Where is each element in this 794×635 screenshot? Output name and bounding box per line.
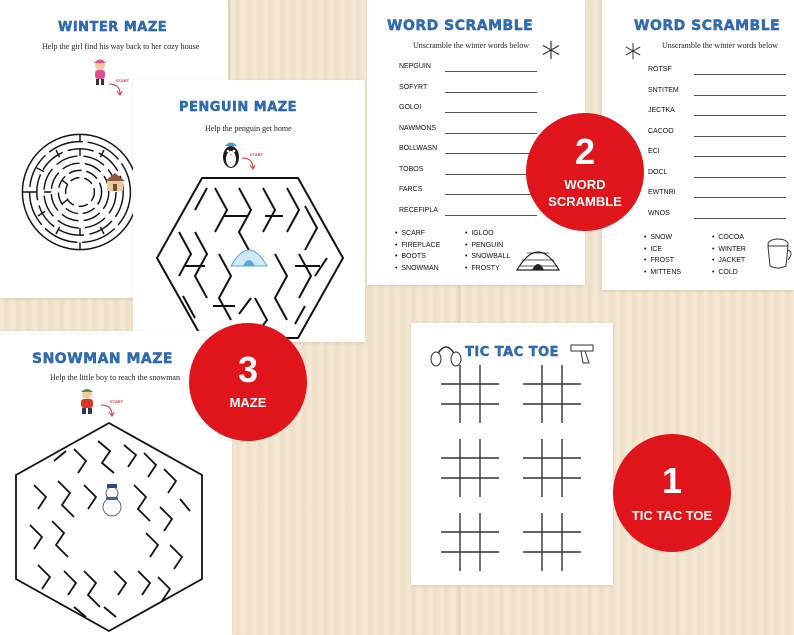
word-bank-item: • JACKET bbox=[712, 257, 746, 264]
answer-line[interactable] bbox=[445, 71, 537, 72]
scramble-word: BOLLWASN bbox=[399, 145, 438, 152]
scramble-word: SNTITEM bbox=[648, 86, 679, 94]
word-bank-1-col1 bbox=[395, 228, 440, 274]
word-bank-item: • SNOWMAN bbox=[395, 264, 439, 272]
word-scramble-1-subtitle: Unscramble the winter words below bbox=[413, 41, 529, 50]
snowman-icon bbox=[100, 483, 124, 517]
answer-line[interactable] bbox=[694, 218, 786, 219]
winter-maze-subtitle: Help the girl find his way back to her cozy house bbox=[42, 42, 200, 51]
scramble-word: SOFYRT bbox=[399, 83, 428, 91]
answer-line[interactable] bbox=[694, 115, 786, 116]
word-bank-2-col2 bbox=[712, 232, 746, 278]
word-bank-item: • BOOTS bbox=[395, 253, 426, 260]
scramble-word: NAWMONS bbox=[399, 124, 437, 132]
scramble-word: FARCS bbox=[399, 186, 423, 193]
answer-line[interactable] bbox=[694, 156, 786, 157]
word-scramble-1-title: WORD SCRAMBLE bbox=[387, 18, 534, 34]
tic-tac-toe-grid[interactable] bbox=[521, 363, 583, 425]
badge-1-number: 1 bbox=[661, 460, 683, 501]
word-bank-item: • FROST bbox=[644, 257, 675, 264]
tic-tac-toe-grid[interactable] bbox=[439, 511, 501, 573]
scramble-word: DOCL bbox=[648, 168, 668, 176]
scramble-word: TOBOS bbox=[399, 165, 424, 173]
boy-icon bbox=[76, 387, 98, 415]
snowflake-icon bbox=[541, 40, 561, 60]
tic-tac-toe-sheet bbox=[411, 323, 613, 585]
scramble-word: EWTNRI bbox=[648, 189, 676, 196]
scramble-word: WNOS bbox=[648, 209, 670, 217]
word-scramble-2-title: WORD SCRAMBLE bbox=[634, 18, 781, 34]
winter-maze-title: WINTER MAZE bbox=[58, 20, 168, 35]
penguin-maze-subtitle: Help the penguin get home bbox=[205, 124, 292, 133]
scramble-word: ROTSF bbox=[648, 66, 672, 73]
answer-line[interactable] bbox=[694, 197, 786, 198]
snowman-hexagon-maze bbox=[14, 421, 204, 633]
penguin-maze-sheet bbox=[133, 80, 365, 342]
badge-2-word-scramble bbox=[526, 113, 644, 231]
answer-line[interactable] bbox=[445, 174, 537, 175]
tic-tac-toe-grid[interactable] bbox=[521, 511, 583, 573]
answer-line[interactable] bbox=[445, 215, 537, 216]
answer-line[interactable] bbox=[694, 74, 786, 75]
word-bank-2-col1 bbox=[644, 232, 681, 278]
word-bank-item: • SNOWBALL bbox=[465, 253, 511, 260]
penguin-maze-start-label: START bbox=[250, 152, 264, 157]
penguin-icon bbox=[221, 140, 241, 170]
scramble-word: ECI bbox=[648, 148, 660, 155]
snowman-maze-start-label: START bbox=[110, 399, 124, 404]
winter-maze-start-label: START bbox=[116, 78, 130, 83]
igloo-icon bbox=[515, 240, 561, 272]
answer-line[interactable] bbox=[694, 136, 786, 137]
scramble-word: JECTKA bbox=[648, 107, 675, 114]
word-bank-item: • COLD bbox=[712, 268, 738, 276]
cozy-house-icon bbox=[104, 172, 126, 192]
snowman-maze-start-arrow-icon bbox=[100, 403, 116, 417]
word-bank-item: • MITTENS bbox=[644, 268, 682, 276]
snowman-maze-subtitle: Help the little boy to reach the snowman bbox=[50, 373, 180, 382]
scarf-icon bbox=[569, 341, 595, 365]
tic-tac-toe-title: TIC TAC TOE bbox=[465, 345, 560, 360]
tic-tac-toe-grid[interactable] bbox=[439, 363, 501, 425]
badge-3-number: 3 bbox=[237, 349, 259, 390]
tic-tac-toe-grid[interactable] bbox=[439, 437, 501, 499]
snowflake-icon bbox=[624, 42, 642, 60]
word-bank-item: • SNOW bbox=[644, 234, 673, 241]
badge-1-tic-tac-toe bbox=[613, 434, 731, 552]
answer-line[interactable] bbox=[445, 133, 537, 134]
word-bank-item: • COCOA bbox=[712, 234, 745, 241]
answer-line[interactable] bbox=[445, 153, 537, 154]
answer-line[interactable] bbox=[445, 112, 537, 113]
badge-1-label: TIC TAC TOE bbox=[631, 508, 713, 523]
word-scramble-2-subtitle: Unscramble the winter words below bbox=[662, 41, 778, 50]
answer-line[interactable] bbox=[694, 95, 786, 96]
tic-tac-toe-grid[interactable] bbox=[521, 437, 583, 499]
badge-3-label: MAZE bbox=[229, 395, 267, 410]
hot-cocoa-icon bbox=[764, 236, 794, 270]
penguin-maze-start-arrow-icon bbox=[241, 156, 257, 170]
word-bank-item: • IGLOO bbox=[465, 230, 494, 237]
answer-line[interactable] bbox=[445, 194, 537, 195]
answer-line[interactable] bbox=[694, 177, 786, 178]
scramble-word: CACOO bbox=[648, 127, 674, 135]
word-bank-1-col2 bbox=[465, 228, 510, 274]
scramble-word: NEPGUIN bbox=[399, 63, 431, 70]
snowman-maze-title: SNOWMAN MAZE bbox=[32, 351, 173, 367]
word-bank-item: • FROSTY bbox=[465, 264, 500, 272]
answer-line[interactable] bbox=[445, 92, 537, 93]
scramble-word: RECEFIPLA bbox=[399, 206, 438, 214]
circular-maze bbox=[20, 92, 140, 292]
badge-2-label-line2: SCRAMBLE bbox=[548, 194, 622, 209]
penguin-maze-title: PENGUIN MAZE bbox=[179, 100, 298, 115]
word-bank-item: • WINTER bbox=[712, 245, 746, 253]
word-bank-item: • SCARF bbox=[395, 230, 426, 237]
word-bank-item: • ICE bbox=[644, 245, 663, 253]
badge-2-number: 2 bbox=[574, 131, 596, 172]
badge-3-maze bbox=[189, 323, 307, 441]
badge-2-label-line1: WORD bbox=[564, 177, 606, 192]
igloo-icon bbox=[229, 240, 269, 268]
word-bank-item: • PENGUIN bbox=[465, 241, 504, 249]
scramble-word: GOLOI bbox=[399, 104, 422, 111]
word-bank-item: • FIREPLACE bbox=[395, 241, 441, 249]
